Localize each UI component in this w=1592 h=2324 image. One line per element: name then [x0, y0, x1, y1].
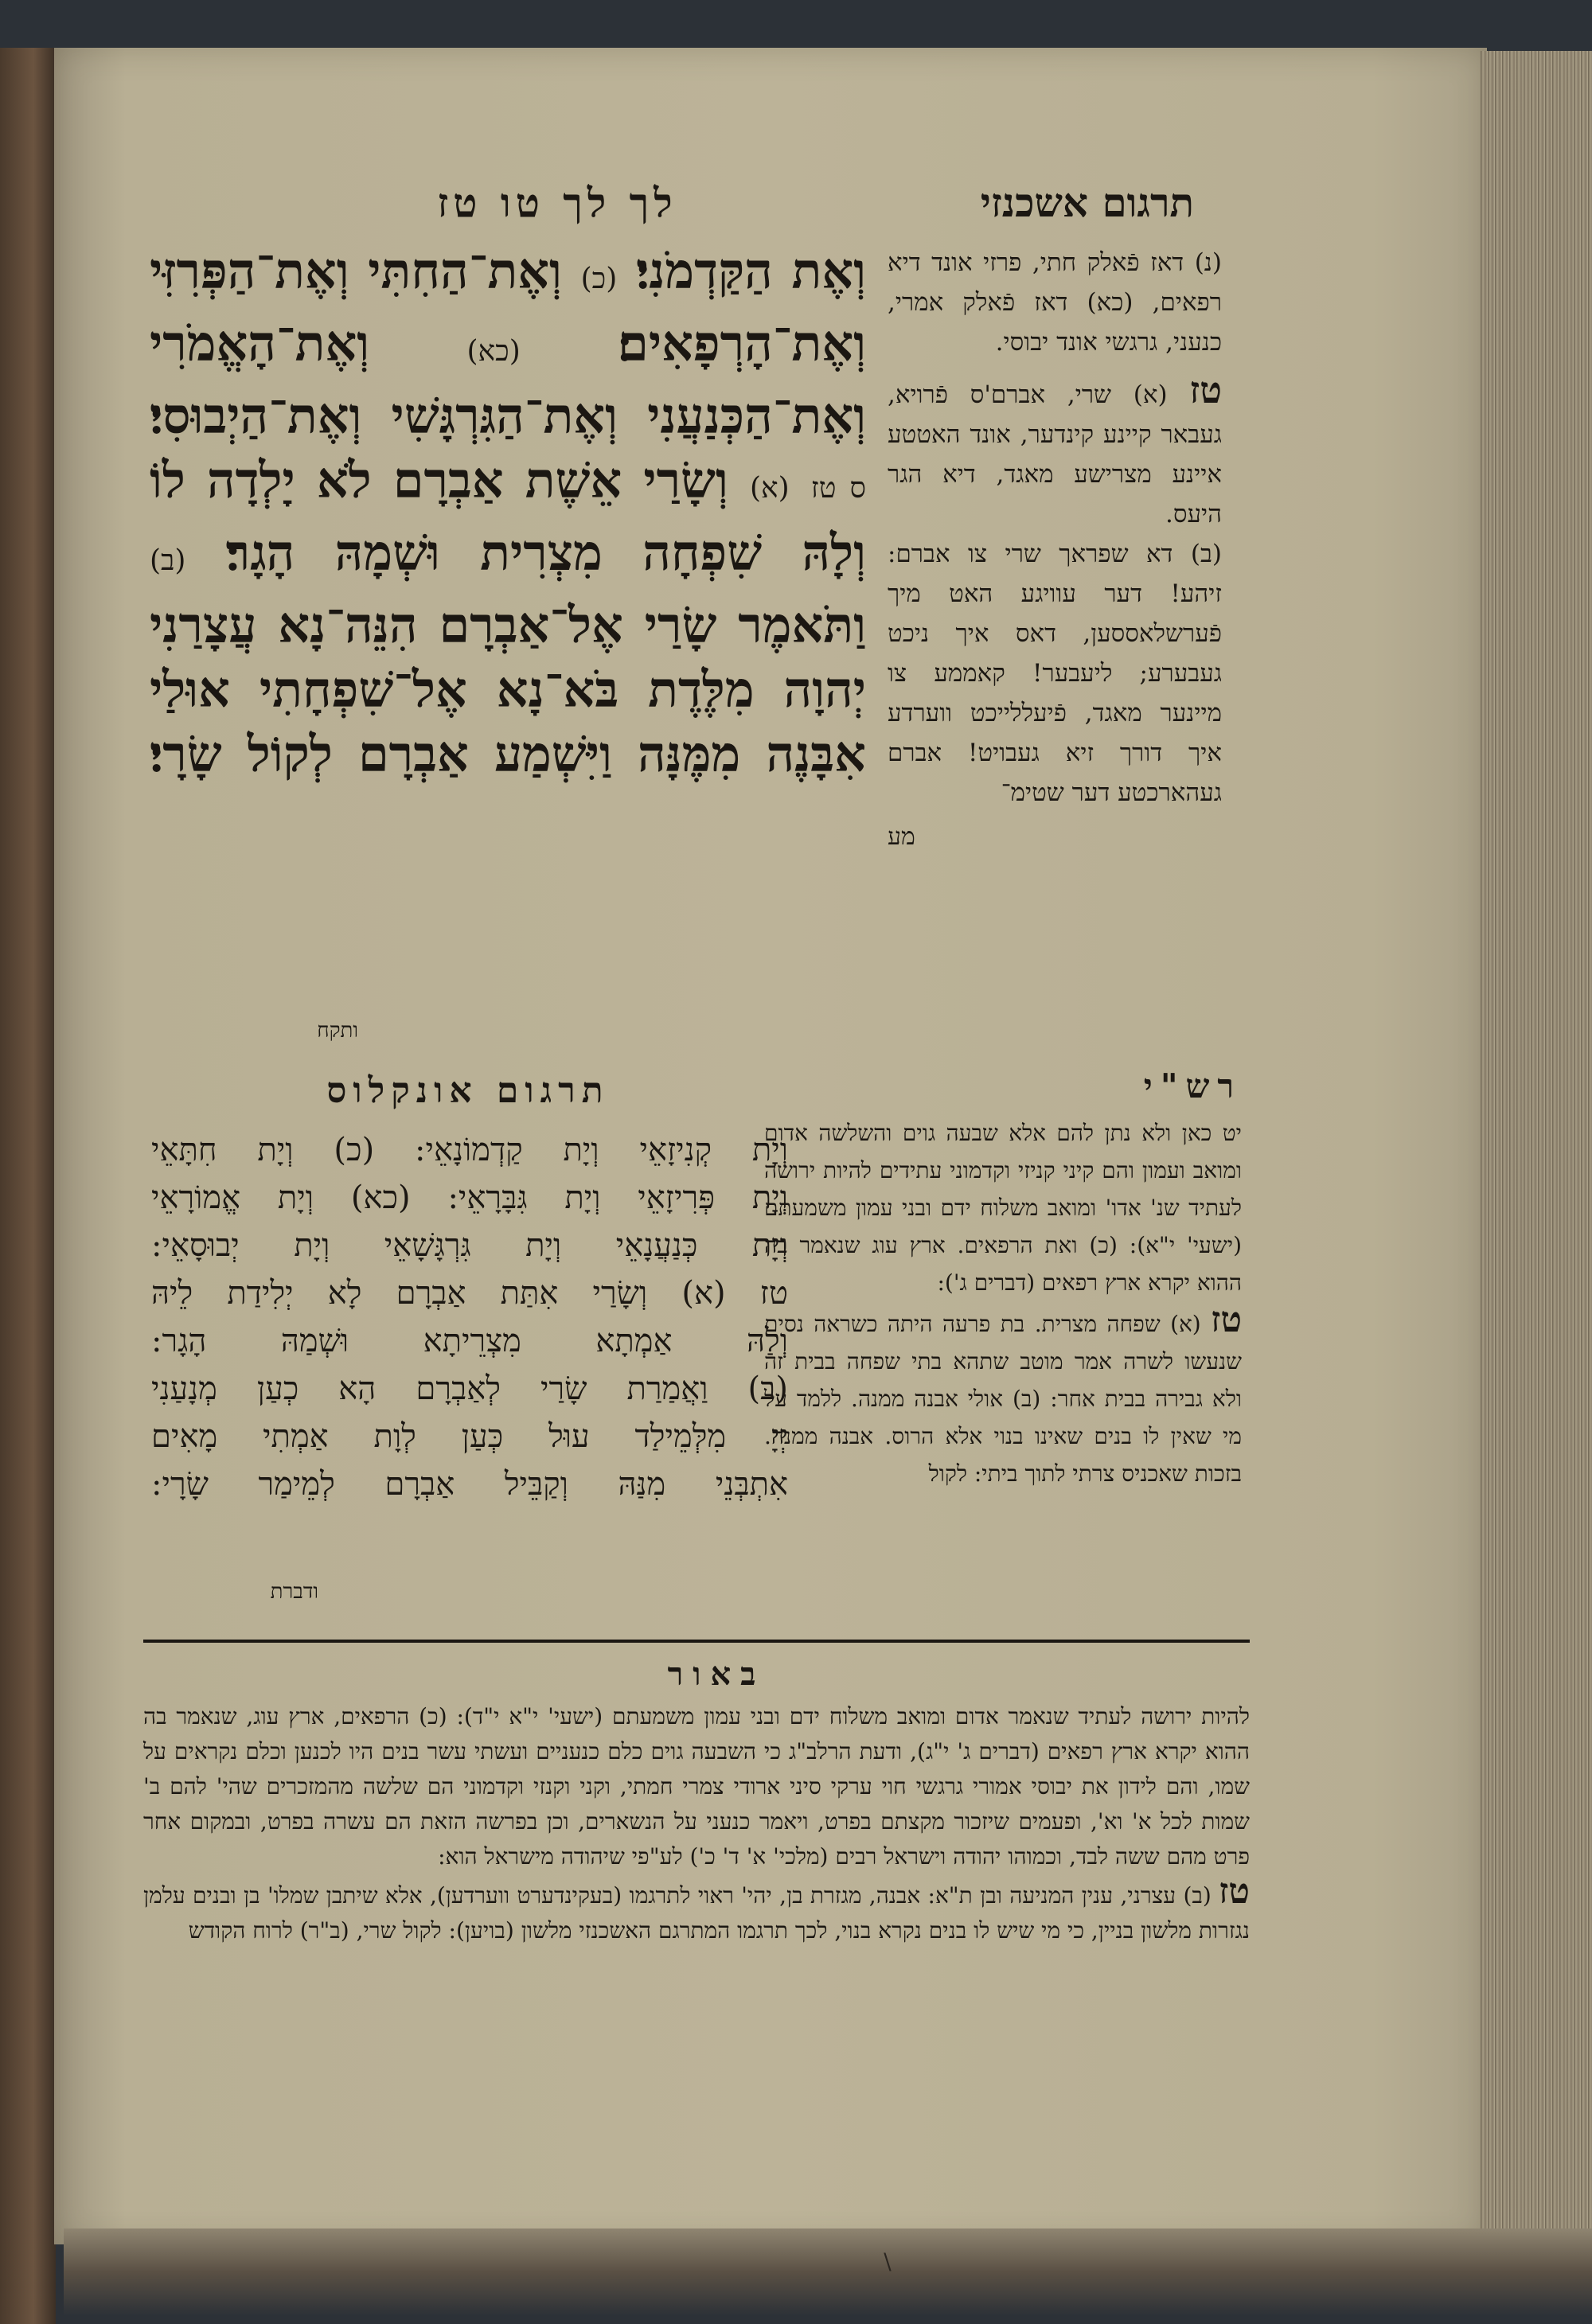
rashi-text: (א) שפחה מצרית. בת פרעה היתה כשראה נסים שנעשו לשרה אמר מוטב שתהא בתי שפחה בבית זה ולא גבירה בבית אחר: (ב) אולי אבנה ממנה. ללמד על מי שאין לו בנים שאינו בנוי אלא הרוס. אבנה ממנה. בזכות שאכניס צרתי לתוך ביתי: לקול [764, 1311, 1242, 1487]
torah-line: וַתֹּאמֶר שָׂרַי אֶל־אַבְרָם הִנֵּה־נָא עֲצָרַנִי יְהוָה מִלֶּדֶת בֹּא־נָא אֶל־שִׁפְחָתִי אוּלַי אִבָּנֶה מִמֶּנָּה וַיִּשְׁמַע אַבְרָם לְקוֹל שָׂרָי׃ [150, 596, 866, 783]
ashkenazi-paragraph: (ב) דא שפראך שרי צו אברם: זיהע! דער עוויגע האט מיך פֿערשלאססען, דאס איך ניכט געבערע; ליעבער! קאממע צו מיינער מאגד, פֿיעללייכט ווערדע איך דורך זיא געבויט! אברם געהארכטע דער שטימ־ [888, 540, 1222, 807]
chapter-marker: ס טז [810, 472, 866, 505]
torah-line: וְאֶת־הָאֱמֹרִי וְאֶת־הַכְּנַעֲנִי וְאֶת־הַגִּרְגָּשִׁי וְאֶת־הַיְבוּסִי׃ [150, 314, 866, 445]
onkelos-line: וְיָת קְנִיזָאֵי וְיָת קַדְמוֹנָאֵי: (כ) וְיָת חִתָּאֵי [151, 1132, 788, 1168]
verse-number: (א) [749, 472, 790, 505]
verse-number: (ב) [150, 544, 186, 577]
onkelos-text [151, 1126, 788, 1508]
verse-number: (כא) [466, 335, 521, 368]
chapter-marker: טז [1219, 1871, 1250, 1912]
catchword: ותקח [317, 1019, 358, 1043]
verse-number: (כ) [580, 263, 618, 295]
onkelos-line: וְלַהּ אַמְתָא מִצְרֵיתָא וּשְׁמַהּ הָגָר: [151, 1323, 788, 1359]
chapter-marker: טז [1189, 368, 1222, 411]
torah-line: וְאֶת הַקַּדְמֹנִי׃ [636, 242, 866, 300]
biur-paragraph [143, 1871, 1250, 1948]
header-parasha-title: לך לך טו טז [437, 179, 677, 226]
biur-text: (ב) עצרני, ענין המניעה ובן ת"א: אבנה, מגזרת בן, יהי' ראוי לתרגמו (בעקינדערט ווערדען), אלא שיתבן שמלו' בן ובנים עלמן נגזרות מלשון בניין, כי מי שיש לו בנים נקרא בנוי, לכך תרגמו המתרגם האשכנזי מלשון (בויען): לקול שרי, (ב"ר) לרוח הקודש [143, 1882, 1250, 1944]
ashkenazi-paragraph: (נ) דאז פֿאלק חתי, פרזי אונד דיא רפאים, (כא) דאז פֿאלק אמרי, כנעני, גרגשי אונד יבוסי. [888, 248, 1222, 357]
chapter-marker: טז [1211, 1300, 1243, 1340]
onkelos-line: טז (א) וְשָׂרַי אִתַּת אַבְרָם לָא יְלִידַת לֵיהּ [151, 1275, 788, 1312]
catchword: מע [888, 823, 915, 851]
rashi-commentary [764, 1114, 1242, 1492]
onkelos-line: יְיָ מִלְּמֵילַד עוּל כְּעַן לְוָת אַמְתִי מָאִים [151, 1418, 788, 1455]
ashkenazi-text: (א) שרי, אברם'ס פֿרויא, געבאר קיינע קינדער, אונד האטטע איינע מצרישע מאגד, דיא הגר היעס. [888, 380, 1222, 528]
biur-paragraph: להיות ירושה לעתיד שנאמר אדום ומואב משלוח ידם ובני עמון משמעתם (ישעי' י"א י"ד): (כ) הרפאים, ארץ עוג, שנאמר בה ההוא יקרא ארץ רפאים (דברים ג' י"ג), ודעת הרלב"ג כי השבעה גוים כלם כנעניים ועשתי עשר בנים היו לכנען וכלם נקראים על שמו, והם לידון את יבוסי אמורי גרגשי חוי ערקי סיני ארודי צמרי חמתי, וקני וקנזי וקדמוני הם שלשה מהמזכרים שהי' להם ב' שמות לכל א' וא', ופעמים שיזכור מקצתם בפרט, ויאמר כנעני על הנשארים, וכן בפרשה הזאת הם עשרה בפרט, ובמקום אחר פרט מהם ששה לבד, וכמוהו יהודה וישראל רבים (מלכי' א' ד' כ') לע"פי שיהודה מישראל הוא: [143, 1703, 1250, 1870]
biur-commentary [143, 1699, 1250, 1948]
torah-line: וְשָׂרַי אֵשֶׁת אַבְרָם לֹא יָלְדָה לוֹ וְלָהּ שִׁפְחָה מִצְרִית וּשְׁמָהּ הָגָר׃ [150, 451, 866, 582]
onkelos-line: וְיָת פְּרִיזָאֵי וְיָת גִּבָּרָאֵי: (כא) וְיָת אֱמוֹרָאֵי [151, 1180, 788, 1216]
onkelos-line: (ב) וַאֲמַרַת שָׂרַי לְאַבְרָם הָא כְעַן מְנָעַנִי [151, 1371, 788, 1407]
catchword: ודברת [270, 1580, 318, 1604]
torah-line: וְאֶת־הַחִתִּי וְאֶת־הַפְּרִזִּי וְאֶת־הָרְפָאִים׃ [150, 242, 866, 372]
onkelos-line: וְיָת כְּנַעֲנָאֵי וְיָת גִּרְגָּשָׁאֵי וְיָת יְבוּסָאֵי: [151, 1227, 788, 1264]
onkelos-line: אִתְבְּנֵי מִנַּהּ וְקַבֵּיל אַבְרָם לְמֵימַר שָׂרָי: [151, 1466, 788, 1503]
ashkenazi-paragraph [888, 370, 1222, 534]
section-divider [143, 1640, 1250, 1643]
page-mark: \ [884, 2248, 892, 2275]
rashi-paragraph [764, 1301, 1242, 1492]
header-ashkenazi-title: תרגום אשכנזי [980, 179, 1194, 226]
biur-title: באור [667, 1655, 766, 1693]
rashi-title: רש"י [1143, 1066, 1242, 1105]
onkelos-title: תרגום אונקלוס [326, 1070, 610, 1111]
rashi-paragraph: יט כאן ולא נתן להם אלא שבעה גוים והשלשה אדום ומואב ועמון והם קיני קניזי וקדמוני עתידים להיות ירושה לעתיד שנ' אדו' ומואב משלוח ידם ובני עמון משמעתם (ישעי' י"א): (כ) ואת הרפאים. ארץ עוג שנאמר בה ההוא יקרא ארץ רפאים (דברים ג'): [764, 1120, 1242, 1296]
torah-passage [150, 239, 866, 786]
ashkenazi-translation [888, 243, 1222, 857]
torah-text [150, 239, 866, 786]
